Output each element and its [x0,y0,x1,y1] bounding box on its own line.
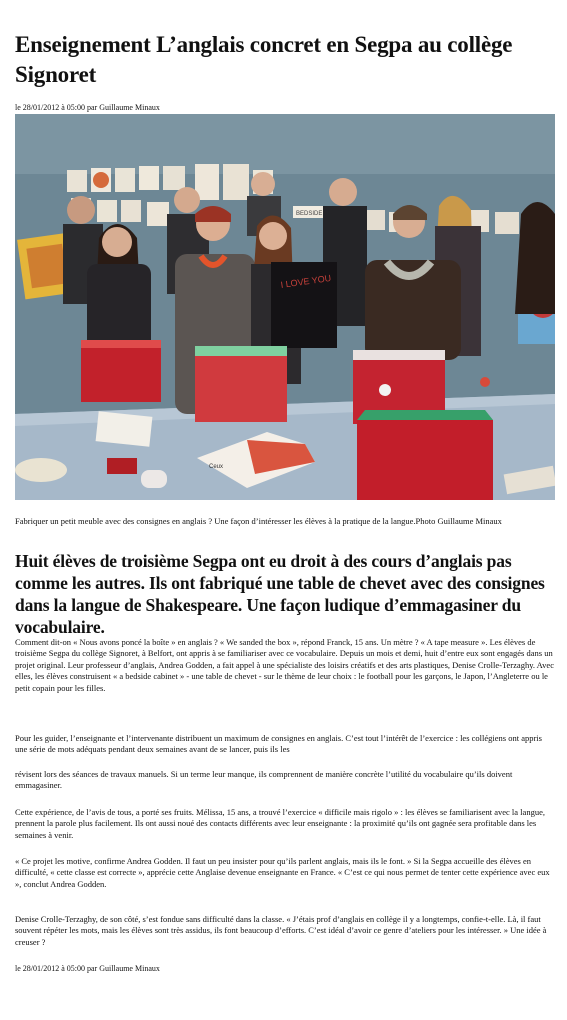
article-paragraph: « Ce projet les motive, confirme Andrea Godden. Il faut un peu insister pour qu’ils parlent anglais, mais ils le font. » Si la Segpa accueille des élèves en difficulté, « cette classe est correcte », apprécie cette Anglaise devenue enseignante en France. « C’est ce qui nous permet de tenter cette expérience avec eux », conclut Andrea Godden. [15,856,550,889]
article-photo [15,114,555,500]
article-byline: le 28/01/2012 à 05:00 par Guillaume Minaux [15,103,160,112]
article-paragraph: révisent lors des séances de travaux manuels. Si un terme leur manque, ils comprennent de manière concrète l’utilité du vocabulaire qu’ils doivent emmagasiner. [15,769,513,791]
photo-caption: Fabriquer un petit meuble avec des consignes en anglais ? Une façon d’intéresser les élèves à la pratique de la langue.Photo Guillaume Minaux [15,516,502,526]
article-title: Enseignement L’anglais concret en Segpa au collège Signoret [15,32,513,87]
classroom-photo-illustration [15,114,555,500]
article-paragraph: Comment dit-on « Nous avons poncé la boîte » en anglais ? « We sanded the box », répond Franck, 15 ans. Un mètre ? « A tape measure ». Les élèves de troisième Segpa du collège Signoret, à Belfort, ont appris à se familiariser avec ce vocabulaire. Depuis un mois et demi, huit d’entre eux sont engagés dans un projet original. Leur professeur d’anglais, Andrea Godden, a fait appel à une spécialiste des loisirs créatifs et des arts plastiques, Denise Crolle-Terzaghy. Avec elles, les élèves construisent « a bedside cabinet » - une table de chevet - sur le thème de leur choix : le football pour les garçons, le Japon, l’Angleterre ou le petit copain pour les filles. [15,637,554,693]
drill [107,458,137,474]
sign-text: I LOVE YOU [280,272,332,290]
article-paragraph: Cette expérience, de l’avis de tous, a porté ses fruits. Mélissa, 15 ans, a trouvé l’exercice « difficile mais rigolo » : les élèves se familiarisent avec la langue, prennent la parole plus facilement. Ils ont aussi noué des contacts différents avec leur enseignante : la proximité qu’ils ont gagnée sera profitable dans les semaines à venir. [15,807,545,840]
article-paragraph: Denise Crolle-Terzaghy, de son côté, s’est fondue sans difficulté dans la classe. « J’étais prof d’anglais en collège il y a longtemps, confie-t-elle. Là, il faut souvent répéter les mots, mais les élèves sont très assidus, ils font beaucoup d’efforts. C’est idéal d’avoir ce genre d’ateliers pour les intéresser. » Une idée à creuser ? [15,914,547,947]
book-text: Ceux [209,464,224,470]
plate [15,458,67,482]
poster-text: BEDSIDE [296,211,323,217]
article-byline-footer: le 28/01/2012 à 05:00 par Guillaume Minaux [15,964,160,973]
article-paragraph: Pour les guider, l’enseignante et l’intervenante distribuent un maximum de consignes en anglais. C’est tout l’intérêt de l’exercice : les collégiens ont appris une série de mots adéquats pendant deux semaines avant de se lancer, puis ils les [15,733,542,755]
article-lead: Huit élèves de troisième Segpa ont eu droit à des cours d’anglais pas comme les autres. Ils ont fabriqué une table de chevet avec des consignes dans la langue de Shakespeare. Une façon ludique d’emmagasiner du vocabulaire. [15,551,545,637]
